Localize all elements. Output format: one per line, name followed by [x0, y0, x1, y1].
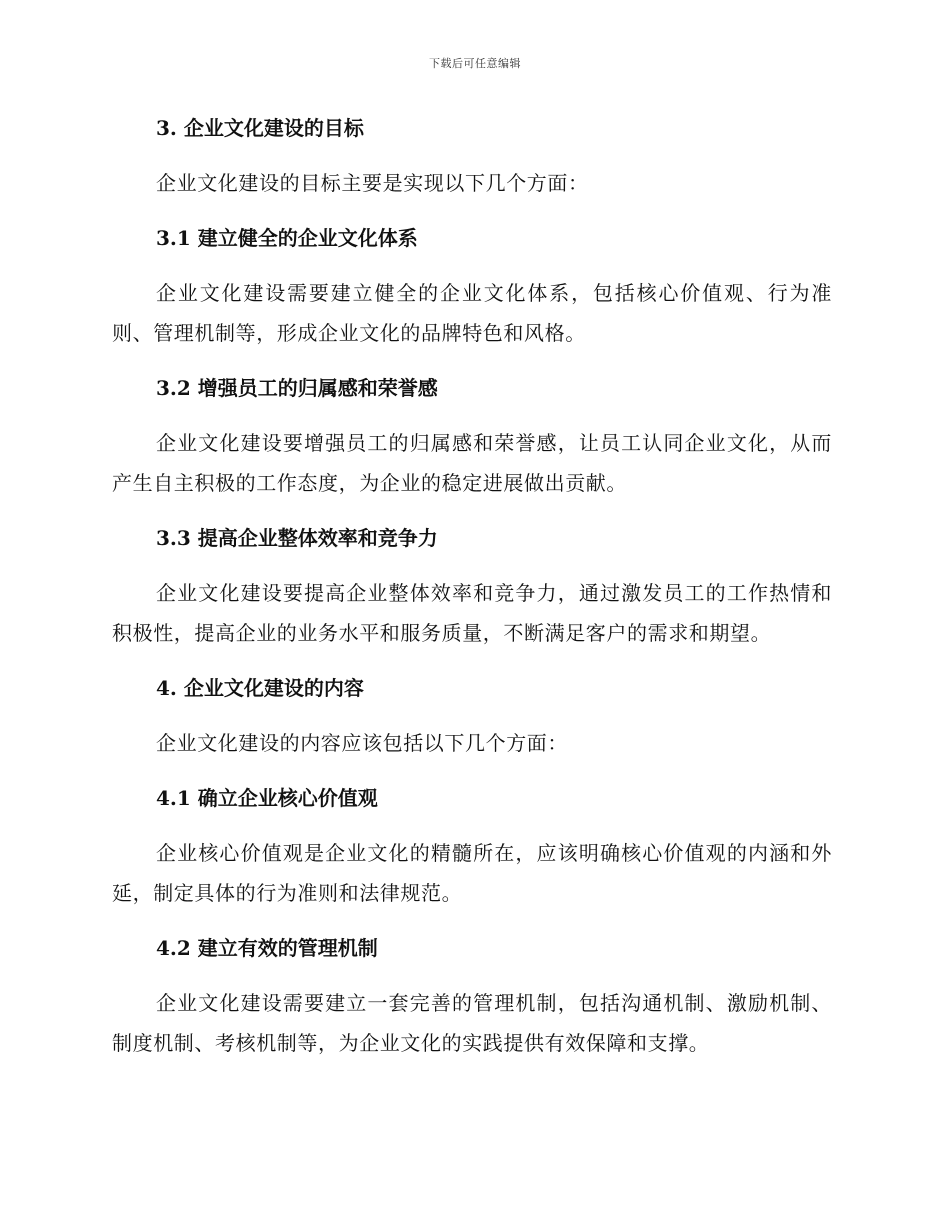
section-paragraph: 企业文化建设的内容应该包括以下几个方面：: [156, 731, 568, 755]
section-paragraph: 企业文化建设要提高企业整体效率和竞争力，通过激发员工的工作热情和积极性，提高企业的业务水平和服务质量，不断满足客户的需求和期望。: [112, 581, 832, 645]
section-heading-4-2: 4.2 建立有效的管理机制: [156, 936, 378, 960]
section-heading-3-2: 3.2 增强员工的归属感和荣誉感: [156, 376, 438, 400]
section-paragraph: 企业文化建设需要建立健全的企业文化体系，包括核心价值观、行为准则、管理机制等，形成企业文化的品牌特色和风格。: [112, 281, 832, 345]
section-paragraph: 企业文化建设需要建立一套完善的管理机制，包括沟通机制、激励机制、制度机制、考核机制等，为企业文化的实践提供有效保障和支撑。: [112, 991, 832, 1055]
section-paragraph: 企业核心价值观是企业文化的精髓所在，应该明确核心价值观的内涵和外延，制定具体的行为准则和法律规范。: [112, 841, 832, 905]
document-body: [112, 108, 832, 1078]
section-heading-4-1: 4.1 确立企业核心价值观: [156, 786, 378, 810]
section-heading-4: 4. 企业文化建设的内容: [156, 676, 364, 700]
section-heading-3-3: 3.3 提高企业整体效率和竞争力: [156, 526, 438, 550]
section-paragraph: 企业文化建设要增强员工的归属感和荣誉感，让员工认同企业文化，从而产生自主积极的工作态度，为企业的稳定进展做出贡献。: [112, 431, 832, 495]
section-heading-3: 3. 企业文化建设的目标: [156, 116, 364, 140]
page-header: 下载后可任意编辑: [429, 57, 521, 70]
section-paragraph: 企业文化建设的目标主要是实现以下几个方面：: [156, 171, 589, 195]
section-heading-3-1: 3.1 建立健全的企业文化体系: [156, 226, 418, 250]
